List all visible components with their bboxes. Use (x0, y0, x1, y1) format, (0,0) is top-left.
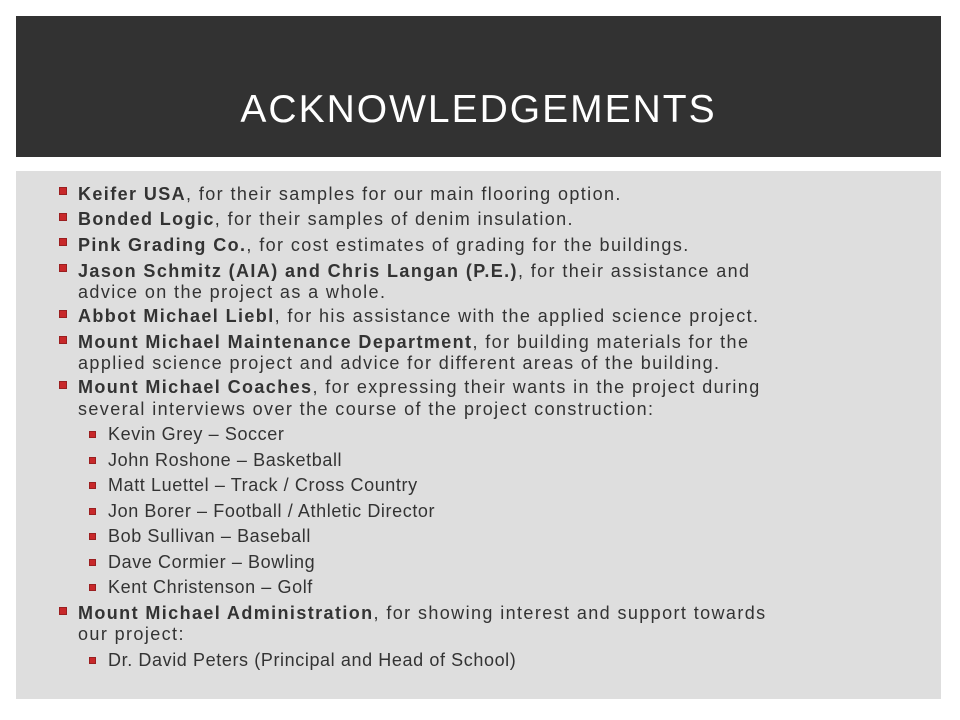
list-item: Mount Michael Coaches, for expressing their wants in the project during (78, 377, 761, 397)
list-item-continuation: our project: (78, 624, 185, 644)
sub-list-item: Matt Luettel – Track / Cross Country (108, 475, 418, 495)
sub-bullet-square-icon (89, 657, 96, 664)
sub-bullet-square-icon (89, 508, 96, 515)
slide-title: ACKNOWLEDGEMENTS (240, 88, 717, 131)
title-bar (16, 16, 941, 157)
bullet-square-icon (59, 336, 67, 344)
list-item-continuation: advice on the project as a whole. (78, 282, 387, 302)
sub-bullet-square-icon (89, 457, 96, 464)
bullet-square-icon (59, 381, 67, 389)
sub-bullet-square-icon (89, 533, 96, 540)
bullet-square-icon (59, 607, 67, 615)
sub-bullet-square-icon (89, 482, 96, 489)
list-item: Jason Schmitz (AIA) and Chris Langan (P.E.), for their assistance and (78, 261, 751, 281)
bullet-square-icon (59, 238, 67, 246)
sub-list-item: John Roshone – Basketball (108, 450, 343, 470)
bullet-square-icon (59, 264, 67, 272)
list-item: Abbot Michael Liebl, for his assistance with the applied science project. (78, 306, 760, 326)
bullet-square-icon (59, 213, 67, 221)
list-item: Mount Michael Administration, for showing interest and support towards (78, 603, 767, 623)
sub-list-item: Jon Borer – Football / Athletic Director (108, 501, 436, 521)
sub-list-item: Bob Sullivan – Baseball (108, 526, 311, 546)
list-item: Mount Michael Maintenance Department, for building materials for the (78, 332, 750, 352)
bullet-square-icon (59, 187, 67, 195)
list-item: Keifer USA, for their samples for our main flooring option. (78, 184, 622, 204)
list-item-continuation: applied science project and advice for different areas of the building. (78, 353, 721, 373)
list-item-continuation: several interviews over the course of the project construction: (78, 399, 655, 419)
sub-bullet-square-icon (89, 431, 96, 438)
sub-list-item: Dr. David Peters (Principal and Head of School) (108, 650, 517, 670)
sub-bullet-square-icon (89, 559, 96, 566)
list-item: Bonded Logic, for their samples of denim insulation. (78, 209, 574, 229)
bullet-square-icon (59, 310, 67, 318)
sub-bullet-square-icon (89, 584, 96, 591)
sub-list-item: Dave Cormier – Bowling (108, 552, 316, 572)
content-panel (16, 171, 941, 699)
sub-list-item: Kevin Grey – Soccer (108, 424, 285, 444)
list-item: Pink Grading Co., for cost estimates of grading for the buildings. (78, 235, 690, 255)
sub-list-item: Kent Christenson – Golf (108, 577, 313, 597)
